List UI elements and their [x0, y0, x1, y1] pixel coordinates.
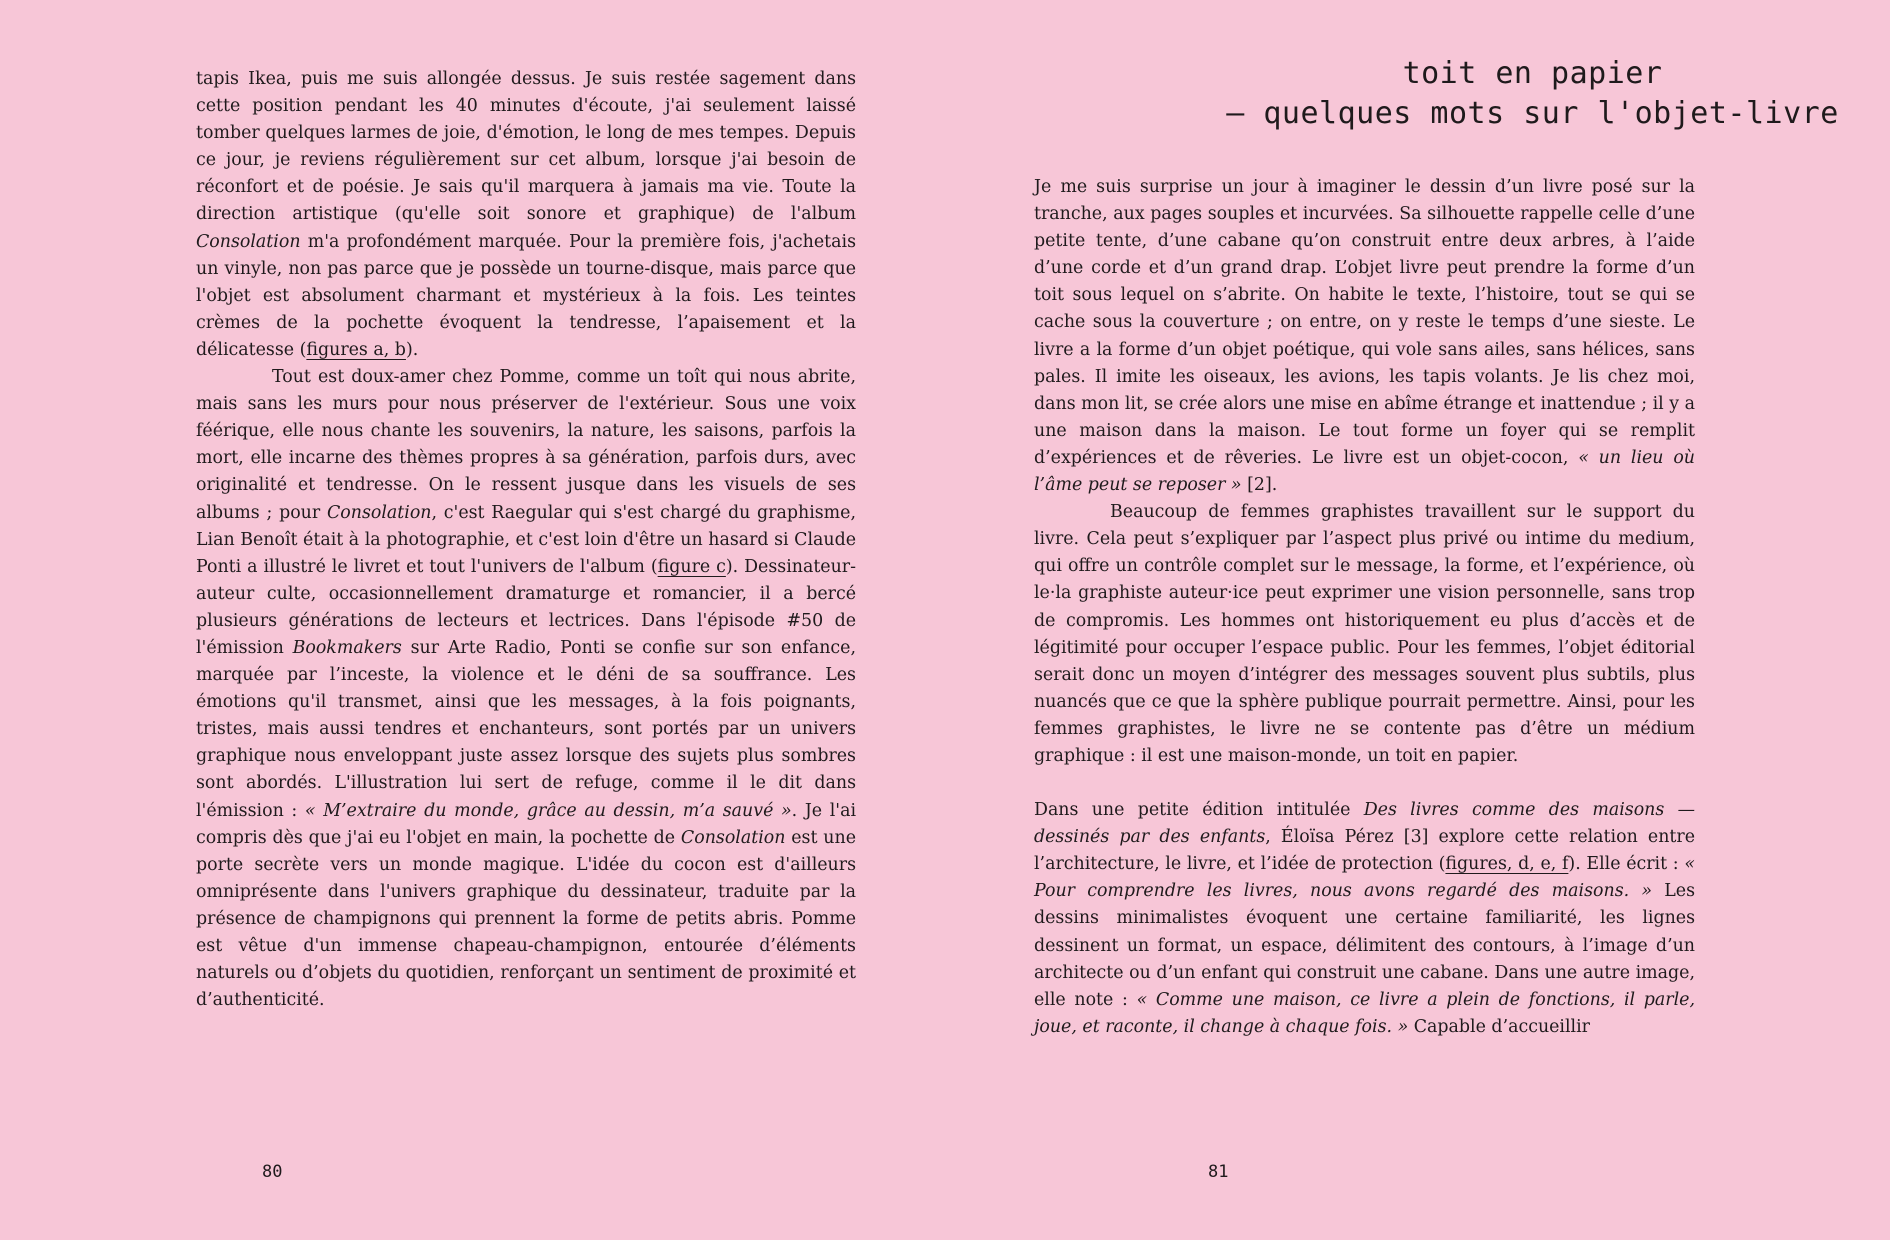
- italic-text: Consolation: [326, 502, 432, 523]
- page-number-left: 80: [262, 1162, 283, 1182]
- text-run: Tout est doux-amer chez Pomme, comme un toît qui nous abrite, mais sans les murs pour nous préserver de l'extérieur. Sous une voix féérique, elle nous chante les souvenirs, la nature, les saisons, parfois la mort, elle incarne des thèmes propres à sa génération, parfois durs, avec originalité et tendresse. On le ressent jusque dans les visuels de ses albums ; pour: [196, 367, 856, 523]
- right-paragraph-3: [1034, 797, 1695, 1041]
- right-page: [945, 0, 1890, 1240]
- text-run: [2].: [1241, 475, 1278, 496]
- left-text-column: [196, 66, 856, 1014]
- text-run: ).: [405, 339, 419, 360]
- text-run: tapis Ikea, puis me suis allongée dessus. Je suis restée sagement dans cette position pendant les 40 minutes d'écoute, j'ai seulement laissé tomber quelques larmes de joie, d'émotion, le long de mes tempes. Depuis ce jour, je reviens régulièrement sur cet album, lorsque j'ai besoin de réconfort et de poésie. Je sais qu'il marquera à jamais ma vie. Toute la direction artistique (qu'elle soit sonore et graphique) de l'album: [196, 69, 856, 225]
- italic-text: « Pour comprendre les livres, nous avons regardé des maisons. »: [1034, 854, 1695, 902]
- italic-text: « M’extraire du monde, grâce au dessin, m’a sauvé »: [304, 800, 792, 821]
- italic-text: Des livres comme des maisons — dessinés par des enfants: [1034, 800, 1695, 848]
- text-run: Capable d’accueillir: [1408, 1016, 1590, 1037]
- italic-text: Consolation: [196, 231, 301, 252]
- figure-reference-link[interactable]: figures a, b: [306, 339, 406, 360]
- text-run: Beaucoup de femmes graphistes travaillent sur le support du livre. Cela peut s’expliquer par l’aspect plus privé ou intime du medium, qui offre un contrôle complet sur le message, la forme, et l’expérience, où le·la graphiste auteur·ice peut exprimer une vision personnelle, sans trop de compromis. Les hommes ont historiquement eu plus d’accès et de légitimité pour occuper l’espace public. Pour les femmes, l’objet éditorial serait donc un moyen d’intégrer des messages souvent plus subtils, plus nuancés que ce que la sphère publique pourrait permettre. Ainsi, pour les femmes graphistes, le livre ne se contente pas d’être un médium graphique : il est une maison-monde, un toit en papier.: [1034, 502, 1695, 766]
- text-run: Dans une petite édition intitulée: [1034, 800, 1364, 821]
- figure-reference-link[interactable]: figure c: [657, 556, 726, 577]
- text-run: ). Elle écrit :: [1568, 854, 1685, 875]
- text-run: ). Dessinateur-auteur culte, occasionnellement dramaturge et romancier, il a bercé plusieurs générations de lecteurs et lectrices. Dans l'épisode #50 de l'émission: [196, 556, 856, 658]
- right-paragraph-1: [1034, 174, 1695, 499]
- left-paragraph-1: [196, 66, 856, 364]
- right-text-column: [1034, 174, 1695, 1041]
- page-number-right: 81: [1208, 1162, 1229, 1182]
- text-run: sur Arte Radio, Ponti se confie sur son enfance, marquée par l’inceste, la violence et le déni de sa souffrance. Les émotions qu'il transmet, ainsi que les messages, à la fois poignants, tristes, mais aussi tendres et enchanteurs, sont portés par un univers graphique nous enveloppant juste assez lorsque des sujets plus sombres sont abordés. L'illustration lui sert de refuge, comme il le dit dans l'émission :: [196, 637, 856, 821]
- italic-text: Bookmakers: [292, 637, 402, 658]
- text-run: Les dessins minimalistes évoquent une certaine familiarité, les lignes dessinent un format, un espace, délimitent des contours, à l’image d’un architecte ou d’un enfant qui construit une cabane. Dans une autre image, elle note :: [1034, 881, 1696, 1010]
- chapter-title: [945, 54, 1890, 134]
- text-run: . Je l'ai compris dès que j'ai eu l'objet en main, la pochette de: [196, 800, 856, 848]
- chapter-title-line-2: – quelques mots sur l'objet-livre: [1226, 96, 1839, 131]
- text-run: Je me suis surprise un jour à imaginer le dessin d’un livre posé sur la tranche, aux pages souples et incurvées. Sa silhouette rappelle celle d’une petite tente, d’une cabane qu’on construit entre deux arbres, à l’aide d’une corde et d’un grand drap. L’objet livre peut prendre la forme d’un toit sous lequel on s’abrite. On habite le texte, l’histoire, tout se qui se cache sous la couverture ; on entre, on y reste le temps d’une sieste. Le livre a la forme d’un objet poétique, qui vole sans ailes, sans hélices, sans pales. Il imite les oiseaux, les avions, les tapis volants. Je lis chez moi, dans mon lit, se crée alors une mise en abîme étrange et inattendue ; il y a une maison dans la maison. Le tout forme un foyer qui se remplit d’expériences et de rêveries. Le livre est un objet-cocon,: [1034, 177, 1695, 468]
- right-paragraph-2: [1034, 499, 1695, 770]
- chapter-title-line-1: toit en papier: [1402, 56, 1663, 91]
- figure-reference-link[interactable]: figures, d, e, f: [1445, 854, 1569, 875]
- text-run: est une porte secrète vers un monde magique. L'idée du cocon est d'ailleurs omniprésente dans l'univers graphique du dessinateur, traduite par la présence de champignons qui prennent la forme de petits abris. Pomme est vêtue d'un immense chapeau-champignon, entourée d’éléments naturels ou d’objets du quotidien, renforçant un sentiment de proximité et d’authenticité.: [196, 827, 856, 1011]
- italic-text: Consolation: [680, 827, 786, 848]
- text-run: , c'est Raegular qui s'est chargé du graphisme, Lian Benoît était à la photographie, et c'est loin d'être un hasard si Claude Ponti a illustré le livret et tout l'univers de l'album (: [196, 502, 856, 577]
- text-run: m'a profondément marquée. Pour la première fois, j'achetais un vinyle, non pas parce que je possède un tourne-disque, mais parce que l'objet est absolument charmant et mystérieux à la fois. Les teintes crèmes de la pochette évoquent la tendresse, l’apaisement et la délicatesse (: [196, 231, 856, 360]
- left-paragraph-2: [196, 364, 856, 1014]
- text-run: , Éloïsa Pérez [3] explore cette relation entre l’architecture, le livre, et l’idée de protection (: [1034, 827, 1695, 875]
- italic-text: « un lieu où l’âme peut se reposer »: [1034, 447, 1695, 496]
- italic-text: « Comme une maison, ce livre a plein de fonctions, il parle, joue, et raconte, il change à chaque fois. »: [1034, 989, 1695, 1037]
